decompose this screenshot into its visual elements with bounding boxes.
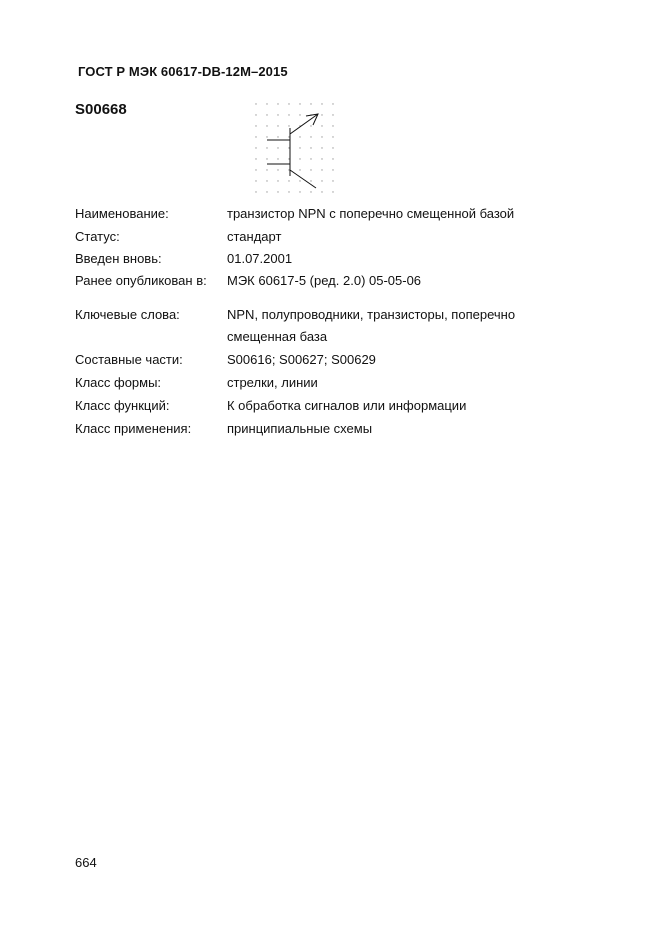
field-value: МЭК 60617-5 (ред. 2.0) 05-05-06 [227, 273, 422, 288]
grid-dot [277, 114, 278, 115]
grid-dot [299, 103, 300, 104]
grid-dot [266, 103, 267, 104]
grid-dot [255, 158, 256, 159]
grid-dot [310, 158, 311, 159]
grid-dots [255, 103, 333, 192]
field-label: Ключевые слова: [75, 307, 180, 322]
grid-dot [277, 180, 278, 181]
grid-dot [310, 169, 311, 170]
grid-dot [332, 136, 333, 137]
grid-dot [299, 136, 300, 137]
field-label: Ранее опубликован в: [75, 273, 207, 288]
field-value: стандарт [227, 229, 282, 244]
grid-dot [288, 191, 289, 192]
grid-dot [255, 169, 256, 170]
grid-dot [332, 158, 333, 159]
page-number: 664 [75, 855, 97, 870]
grid-dot [332, 103, 333, 104]
grid-dot [299, 191, 300, 192]
grid-dot [255, 125, 256, 126]
grid-dot [332, 114, 333, 115]
field-value: 01.07.2001 [227, 251, 293, 266]
field-label: Класс применения: [75, 421, 192, 436]
collector-line [290, 170, 316, 188]
field-value: S00616; S00627; S00629 [227, 352, 376, 367]
grid-dot [310, 180, 311, 181]
field-value: К обработка сигналов или информации [227, 398, 467, 413]
grid-dot [310, 125, 311, 126]
grid-dot [321, 136, 322, 137]
grid-dot [299, 147, 300, 148]
grid-dot [288, 114, 289, 115]
symbol-code: S00668 [75, 101, 127, 118]
grid-dot [255, 136, 256, 137]
grid-dot [332, 191, 333, 192]
grid-dot [266, 147, 267, 148]
field-label: Введен вновь: [75, 251, 162, 266]
grid-dot [277, 147, 278, 148]
grid-dot [255, 114, 256, 115]
grid-dot [277, 103, 278, 104]
grid-dot [321, 191, 322, 192]
transistor-symbol-lines [267, 114, 318, 188]
field-value: транзистор NPN с поперечно смещенной базой [227, 206, 515, 221]
grid-dot [321, 103, 322, 104]
grid-dot [277, 136, 278, 137]
grid-dot [332, 169, 333, 170]
field-label: Наименование: [75, 206, 169, 221]
field-label: Статус: [75, 229, 120, 244]
grid-dot [288, 147, 289, 148]
field-label: Класс формы: [75, 375, 162, 390]
grid-dot [277, 169, 278, 170]
grid-dot [332, 147, 333, 148]
grid-dot [332, 125, 333, 126]
grid-dot [288, 136, 289, 137]
grid-dot [277, 158, 278, 159]
grid-dot [299, 169, 300, 170]
grid-dot [321, 180, 322, 181]
grid-dot [255, 103, 256, 104]
grid-dot [288, 169, 289, 170]
grid-dot [266, 169, 267, 170]
grid-dot [310, 147, 311, 148]
grid-dot [288, 180, 289, 181]
grid-dot [277, 191, 278, 192]
grid-dot [255, 180, 256, 181]
grid-dot [321, 125, 322, 126]
grid-dot [310, 136, 311, 137]
grid-dot [321, 169, 322, 170]
grid-dot [299, 180, 300, 181]
grid-dot [288, 125, 289, 126]
field-label: Составные части: [75, 352, 183, 367]
field-value: принципиальные схемы [227, 421, 373, 436]
grid-dot [255, 147, 256, 148]
grid-dot [266, 125, 267, 126]
field-label: Класс функций: [75, 398, 170, 413]
grid-dot [255, 191, 256, 192]
grid-dot [332, 180, 333, 181]
grid-dot [266, 136, 267, 137]
grid-dot [288, 158, 289, 159]
grid-dot [321, 114, 322, 115]
grid-dot [299, 114, 300, 115]
field-value: стрелки, линии [227, 375, 318, 390]
grid-dot [310, 103, 311, 104]
grid-dot [277, 125, 278, 126]
grid-dot [266, 158, 267, 159]
grid-dot [266, 191, 267, 192]
grid-dot [266, 180, 267, 181]
document-header: ГОСТ Р МЭК 60617-DB-12M–2015 [78, 64, 288, 79]
grid-dot [299, 158, 300, 159]
grid-dot [321, 158, 322, 159]
grid-dot [321, 147, 322, 148]
grid-dot [310, 191, 311, 192]
grid-dot [266, 114, 267, 115]
field-value: NPN, полупроводники, транзисторы, поперечно смещенная база [227, 307, 516, 344]
grid-dot [288, 103, 289, 104]
npn-transistor-transverse-biased-base-icon [250, 98, 340, 194]
